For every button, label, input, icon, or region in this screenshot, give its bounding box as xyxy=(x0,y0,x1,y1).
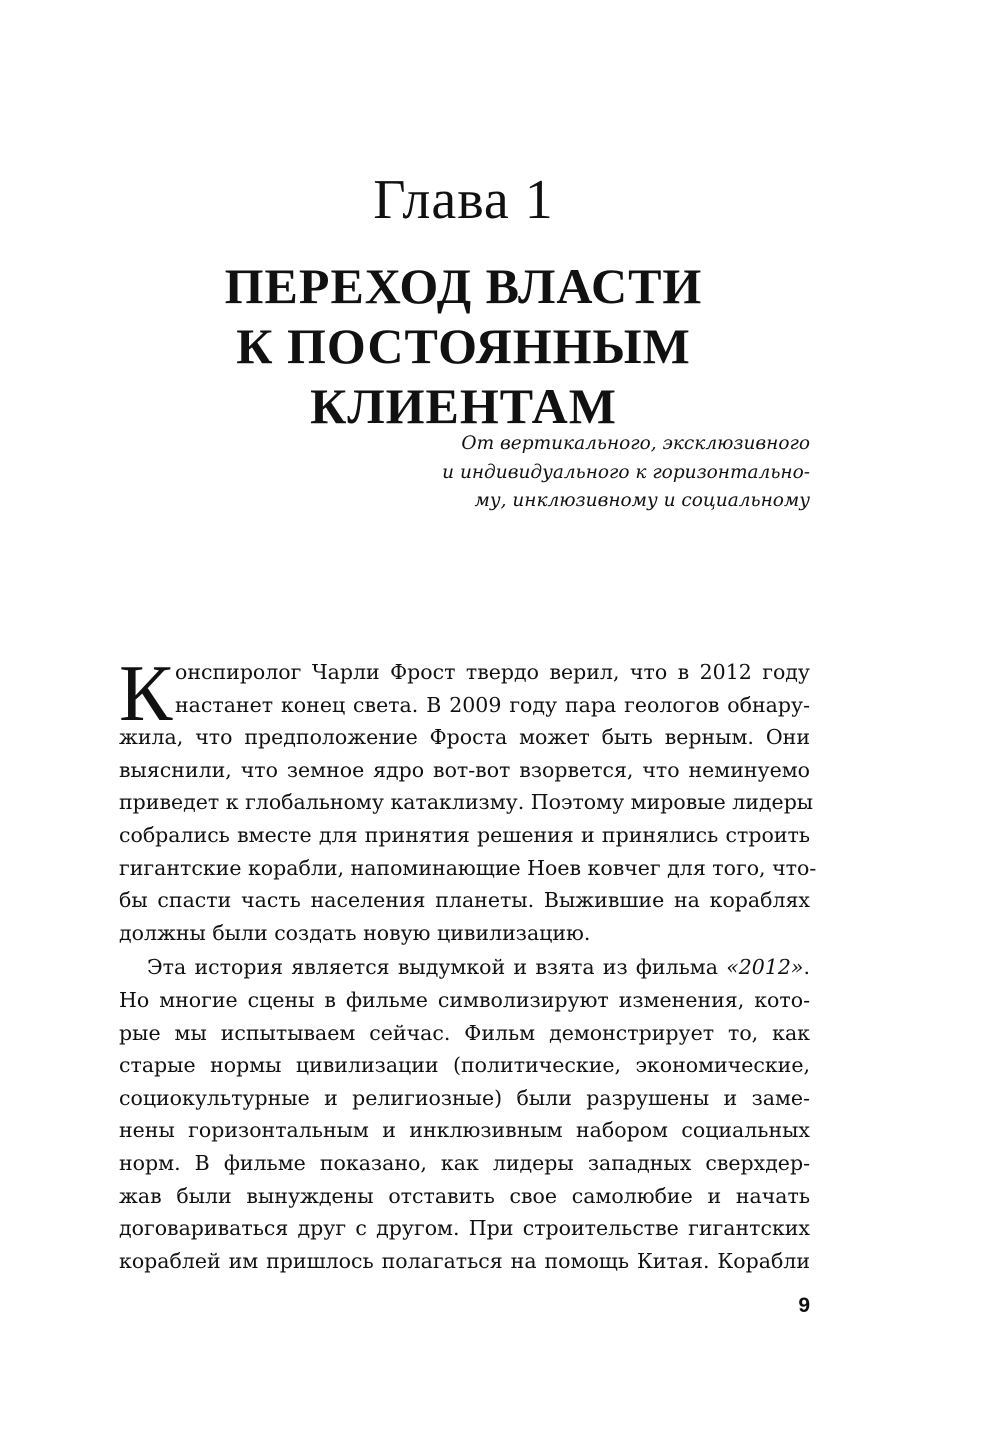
epigraph-line: От вертикального, эксклюзивного xyxy=(461,433,810,454)
text-line: онспиролог Чарли Фрост твердо верил, что в 2012 году xyxy=(175,660,810,684)
chapter-title-line: КЛИЕНТАМ xyxy=(310,378,617,434)
text-line: кораблей им пришлось полагаться на помощь Китая. Корабли xyxy=(119,1248,810,1273)
drop-cap: К xyxy=(119,650,173,738)
film-title: «2012» xyxy=(726,955,804,980)
paragraph-2 xyxy=(119,951,810,1277)
text-line: должны были создать новую цивилизацию. xyxy=(119,920,591,945)
text-fragment: Эта история является выдумкой и взята из фильма xyxy=(147,955,727,980)
text-line: договариваться друг с другом. При строительстве гигантских xyxy=(119,1216,810,1241)
text-line: бы спасти часть населения планеты. Выжившие на кораблях xyxy=(119,888,810,913)
chapter-title-line: К ПОСТОЯННЫМ xyxy=(236,318,691,374)
text-line xyxy=(119,951,810,984)
text-line: приведет к глобальному катаклизму. Поэтому мировые лидеры xyxy=(119,790,814,815)
epigraph-line: му, инклюзивному и социальному xyxy=(474,490,810,511)
text-line: выяснили, что земное ядро вот-вот взорвется, что неминуемо xyxy=(119,757,810,782)
text-line: жав были вынуждены отставить свое самолюбие и начать xyxy=(119,1183,810,1208)
epigraph xyxy=(380,430,810,516)
body-text xyxy=(119,650,817,1277)
text-line: собрались вместе для принятия решения и принялись строить xyxy=(119,822,810,847)
paragraph-1 xyxy=(119,650,817,949)
text-line: норм. В фильме показано, как лидеры западных сверхдер- xyxy=(119,1150,810,1175)
text-line: настанет конец света. В 2009 году пара геологов обнару- xyxy=(175,692,810,717)
text-line: социокультурные и религиозные) были разрушены и заме- xyxy=(119,1085,810,1110)
text-line: Но многие сцены в фильме символизируют изменения, кото- xyxy=(119,987,810,1012)
text-line: старые нормы цивилизации (политические, экономические, xyxy=(119,1053,810,1078)
text-fragment: . xyxy=(803,955,810,980)
epigraph-line: и индивидуального к горизонтально- xyxy=(442,461,810,483)
chapter-title-line: ПЕРЕХОД ВЛАСТИ xyxy=(224,258,703,314)
page-number: 9 xyxy=(798,1294,810,1317)
chapter-title xyxy=(0,256,927,436)
text-line: рые мы испытываем сейчас. Фильм демонстрирует то, как xyxy=(119,1020,810,1045)
text-line: гигантские корабли, напоминающие Ноев ковчег для того, что- xyxy=(119,855,817,880)
text-line: нены горизонтальным и инклюзивным набором социальных xyxy=(119,1118,810,1143)
chapter-label: Глава 1 xyxy=(373,169,554,231)
text-line: жила, что предположение Фроста может быть верным. Они xyxy=(119,725,810,750)
